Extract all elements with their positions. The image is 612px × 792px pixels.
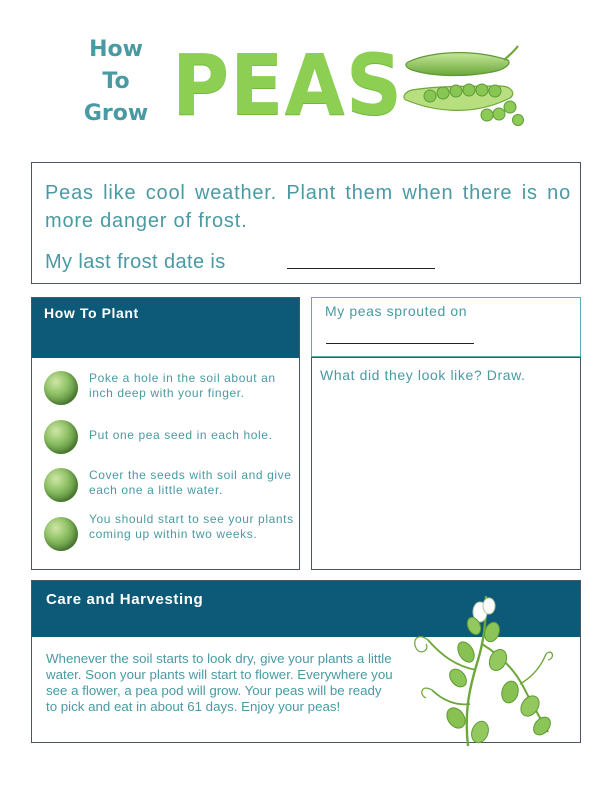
sprouted-box [311,297,581,357]
how-to-plant-header [32,298,299,358]
to-line: To [102,69,130,94]
plant-step-text: You should start to see your plants coming up within two weeks. [89,512,294,541]
pea-pod-illustration [400,42,528,132]
how-line: How [89,37,143,62]
intro-text: Peas like cool weather. Plant them when there is no more danger of frost. [45,182,571,232]
care-harvesting-title: Care and Harvesting [46,591,204,608]
plant-step-1 [44,371,292,413]
plant-step-2 [44,420,292,462]
page-title: PEAS [172,37,403,135]
how-to-plant-title: How To Plant [44,305,139,321]
sprouted-date-blank[interactable] [326,343,474,344]
frost-date-label: My last frost date is [45,251,226,273]
care-harvesting-text: Whenever the soil starts to look dry, give your plants a little water. Soon your plants will start to flower. Everywhere you see a flower, a pea pod will grow. Your peas will be ready to pick and eat in about 61 days. Enjoy your peas! [46,651,393,714]
plant-step-4 [44,512,294,559]
intro-box [31,162,581,284]
pea-seed-icon [44,371,78,405]
plant-step-text: Poke a hole in the soil about an inch deep with your finger. [89,371,276,400]
how-to-plant-card [31,297,300,570]
pea-vine-illustration [398,582,564,750]
how-to-grow-heading [76,34,156,130]
plant-step-3 [44,468,292,510]
plant-step-text: Put one pea seed in each hole. [89,428,273,442]
drawing-prompt: What did they look like? Draw. [320,367,526,383]
drawing-area[interactable] [311,357,581,570]
sprouted-label: My peas sprouted on [325,303,468,319]
frost-date-blank[interactable] [287,268,435,269]
grow-line: Grow [83,101,149,126]
plant-step-text: Cover the seeds with soil and give each one a little water. [89,468,292,497]
pea-seed-icon [44,420,78,454]
pea-seed-icon [44,517,78,551]
pea-seed-icon [44,468,78,502]
